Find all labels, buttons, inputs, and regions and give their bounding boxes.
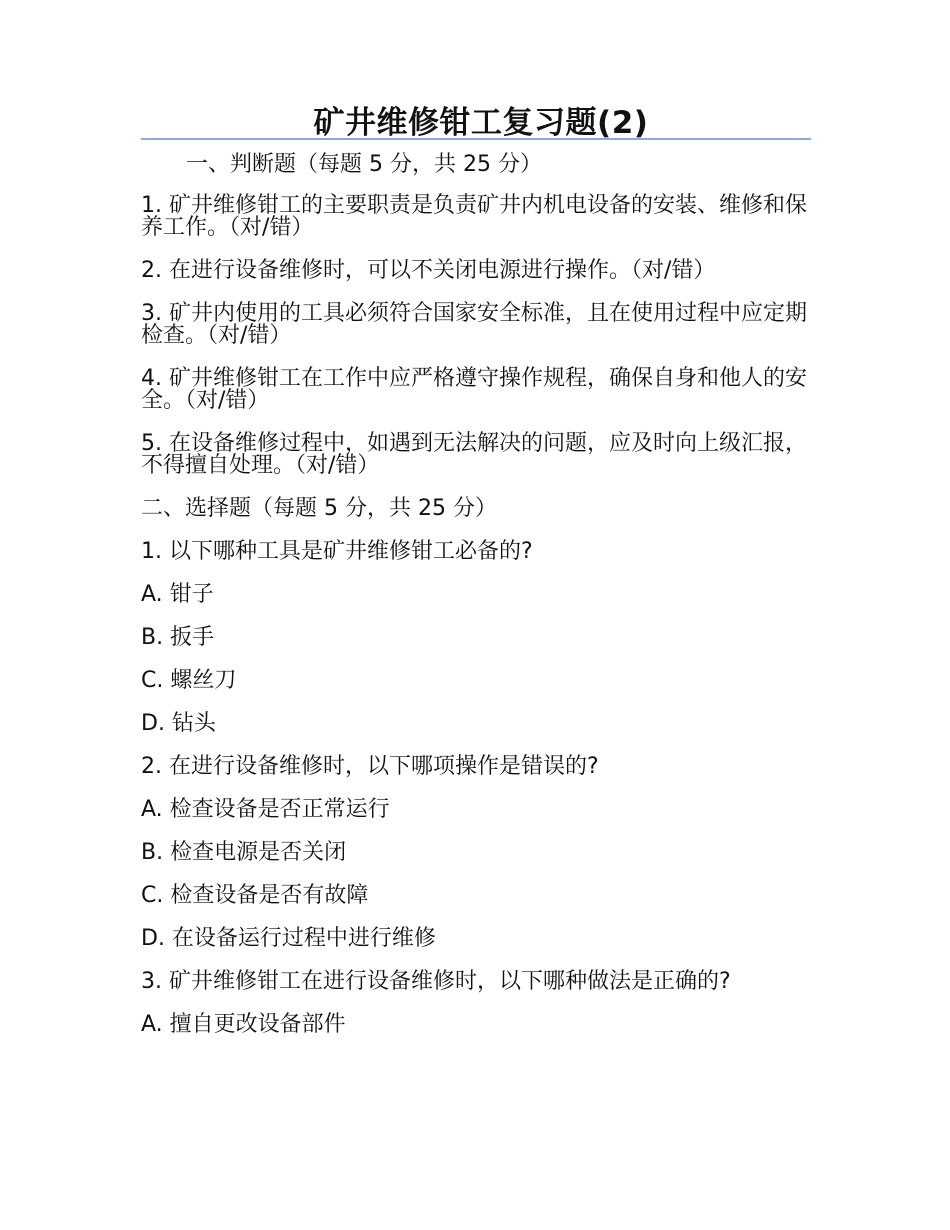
choice-option: B. 扳手: [141, 625, 215, 650]
judgement-item-5: 5. 在设备维修过程中，如遇到无法解决的问题，应及时向上级汇报，不得擅自处理。（对/错）: [141, 431, 807, 478]
judgement-item-3: 3. 矿井内使用的工具必须符合国家安全标准，且在使用过程中应定期检查。（对/错）: [141, 301, 807, 348]
judgement-item-2: 2. 在进行设备维修时，可以不关闭电源进行操作。（对/错）: [141, 258, 716, 283]
judgement-item-4: 4. 矿井维修钳工在工作中应严格遵守操作规程，确保自身和他人的安全。（对/错）: [141, 366, 807, 413]
choice-option: C. 螺丝刀: [141, 668, 237, 693]
judgement-item-1: 1. 矿井维修钳工的主要职责是负责矿井内机电设备的安装、维修和保养工作。（对/错）: [141, 193, 807, 240]
choice-option: D. 钻头: [141, 711, 216, 736]
choice-option: A. 钳子: [141, 582, 214, 607]
choice-question-3: 3. 矿井维修钳工在进行设备维修时，以下哪种做法是正确的?: [141, 969, 731, 994]
choice-question-2: 2. 在进行设备维修时，以下哪项操作是错误的?: [141, 754, 599, 779]
choice-option: B. 检查电源是否关闭: [141, 840, 347, 865]
document-page: [141, 104, 811, 1057]
choice-option: C. 检查设备是否有故障: [141, 883, 369, 908]
choice-option: D. 在设备运行过程中进行维修: [141, 926, 436, 951]
section-heading-choice: 二、选择题（每题 5 分，共 25 分）: [141, 496, 497, 521]
section-heading-judgement: 一、判断题（每题 5 分，共 25 分）: [186, 152, 542, 177]
document-title: 矿井维修钳工复习题(2): [313, 105, 649, 141]
choice-option: A. 检查设备是否正常运行: [141, 797, 390, 822]
choice-option: A. 擅自更改设备部件: [141, 1012, 346, 1037]
choice-question-1: 1. 以下哪种工具是矿井维修钳工必备的?: [141, 539, 533, 564]
